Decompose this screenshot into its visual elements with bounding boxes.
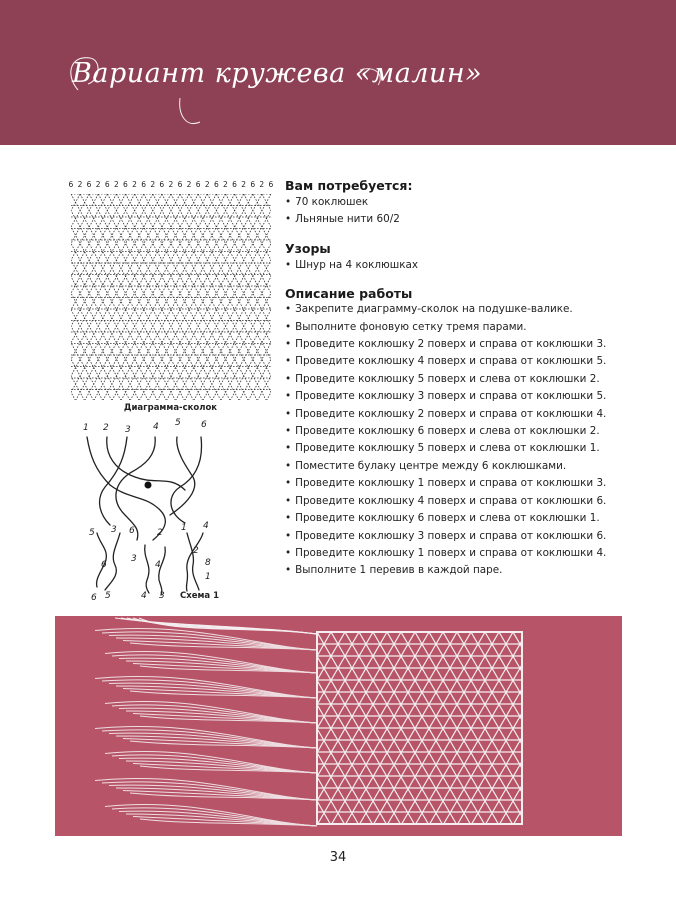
list-item: • Выполните фоновую сетку тремя парами. bbox=[285, 319, 595, 336]
list-item: • Выполните 1 перевив в каждой паре. bbox=[285, 562, 595, 579]
list-item: • Проведите коклюшку 5 поверх и слева от коклюшки 1. bbox=[285, 440, 595, 457]
need-list bbox=[285, 194, 595, 229]
pricking-label: 6 bbox=[213, 180, 219, 189]
list-item: • Проведите коклюшку 1 поверх и справа от коклюшки 4. bbox=[285, 545, 595, 562]
list-item: • Проведите коклюшку 2 поверх и справа от коклюшки 4. bbox=[285, 406, 595, 423]
pricking-label: 2 bbox=[95, 180, 101, 189]
page-title: Вариант кружева «малин» bbox=[72, 58, 483, 89]
patterns-title: Узоры bbox=[285, 240, 331, 256]
pricking-label: 2 bbox=[132, 180, 137, 189]
list-item: • Проведите коклюшку 6 поверх и слева от коклюшки 1. bbox=[285, 510, 595, 527]
pricking-label: 6 bbox=[250, 180, 256, 189]
pricking-label: 2 bbox=[186, 180, 192, 189]
list-item: • Проведите коклюшку 6 поверх и слева от коклюшки 2. bbox=[285, 423, 595, 440]
scheme-number: 5 bbox=[175, 418, 181, 428]
lace-photo bbox=[55, 616, 622, 836]
scheme-number: 3 bbox=[159, 591, 165, 601]
page-header bbox=[0, 0, 676, 145]
list-item: • Проведите коклюшку 5 поверх и слева от коклюшки 2. bbox=[285, 371, 595, 388]
pricking-label: 2 bbox=[168, 180, 174, 189]
list-item: • Проведите коклюшку 3 поверх и справа от коклюшки 6. bbox=[285, 528, 595, 545]
scheme-number: 4 bbox=[203, 521, 209, 531]
scheme-number: 2 bbox=[193, 546, 199, 556]
pricking-label: 6 bbox=[86, 180, 92, 189]
scheme-caption: Схема 1 bbox=[180, 591, 220, 601]
list-item: • Проведите коклюшку 1 поверх и справа от коклюшки 3. bbox=[285, 475, 595, 492]
list-item: • Льняные нити 60/2 bbox=[285, 211, 595, 228]
scheme-number: 1 bbox=[205, 572, 211, 582]
list-item: • 70 коклюшек bbox=[285, 194, 595, 211]
pricking-label: 2 bbox=[204, 180, 210, 189]
list-item: • Шнур на 4 коклюшках bbox=[285, 257, 595, 274]
pricking-label: 6 bbox=[177, 180, 183, 189]
instructions-column bbox=[285, 178, 607, 580]
pricking-label: 2 bbox=[150, 180, 156, 189]
scheme-number: 3 bbox=[131, 554, 137, 564]
scheme-number: 5 bbox=[105, 591, 111, 601]
pricking-label: 2 bbox=[77, 180, 83, 189]
pricking-label: 2 bbox=[113, 180, 119, 189]
pricking-label: 6 bbox=[123, 180, 128, 189]
scheme-number: 1 bbox=[181, 523, 187, 533]
scheme-number: 2 bbox=[103, 423, 109, 433]
need-title: Вам потребуется: bbox=[285, 178, 413, 193]
description-list bbox=[285, 301, 607, 580]
scheme-number: 3 bbox=[111, 525, 117, 535]
list-item: • Закрепите диаграмму-сколок на подушке-валике. bbox=[285, 301, 595, 318]
scheme-number: 4 bbox=[141, 591, 147, 601]
pricking-label: 6 bbox=[68, 180, 74, 189]
description-title: Описание работы bbox=[285, 286, 413, 302]
scheme-number: 6 bbox=[101, 560, 107, 570]
pricking-label: 6 bbox=[104, 180, 110, 189]
scheme-number: 4 bbox=[155, 560, 161, 570]
scheme-number: 6 bbox=[201, 420, 207, 430]
scheme-number: 8 bbox=[205, 558, 211, 568]
patterns-list bbox=[285, 257, 595, 274]
pricking-label: 6 bbox=[141, 180, 147, 189]
pricking-label: 2 bbox=[223, 180, 228, 189]
pricking-caption: Диаграмма-сколок bbox=[123, 403, 218, 413]
list-item: • Проведите коклюшку 2 поверх и справа от коклюшки 3. bbox=[285, 336, 595, 353]
scheme-number: 6 bbox=[129, 526, 135, 536]
scheme-number: 2 bbox=[157, 528, 163, 538]
scheme-number: 5 bbox=[89, 528, 95, 538]
pricking-diagram bbox=[68, 178, 273, 413]
list-item: • Проведите коклюшку 4 поверх и справа от коклюшки 6. bbox=[285, 493, 595, 510]
pin-dot bbox=[145, 482, 152, 489]
list-item: • Проведите коклюшку 3 поверх и справа от коклюшки 5. bbox=[285, 388, 595, 405]
pricking-label: 6 bbox=[232, 180, 237, 189]
pricking-label: 2 bbox=[259, 180, 265, 189]
list-item: • Поместите булаку центре между 6 коклюшками. bbox=[285, 458, 595, 475]
scheme-diagram bbox=[75, 415, 225, 605]
pricking-label: 6 bbox=[195, 180, 201, 189]
list-item: • Проведите коклюшку 4 поверх и справа от коклюшки 5. bbox=[285, 353, 595, 370]
lace-sample-image bbox=[55, 616, 622, 836]
page-number: 34 bbox=[329, 850, 347, 865]
scheme-number: 6 bbox=[91, 593, 97, 603]
pricking-label: 2 bbox=[241, 180, 247, 189]
pricking-label: 6 bbox=[159, 180, 165, 189]
pricking-label: 6 bbox=[268, 180, 273, 189]
scheme-number: 1 bbox=[83, 423, 89, 433]
scheme-number: 4 bbox=[153, 422, 159, 432]
scheme-number: 3 bbox=[125, 425, 131, 435]
